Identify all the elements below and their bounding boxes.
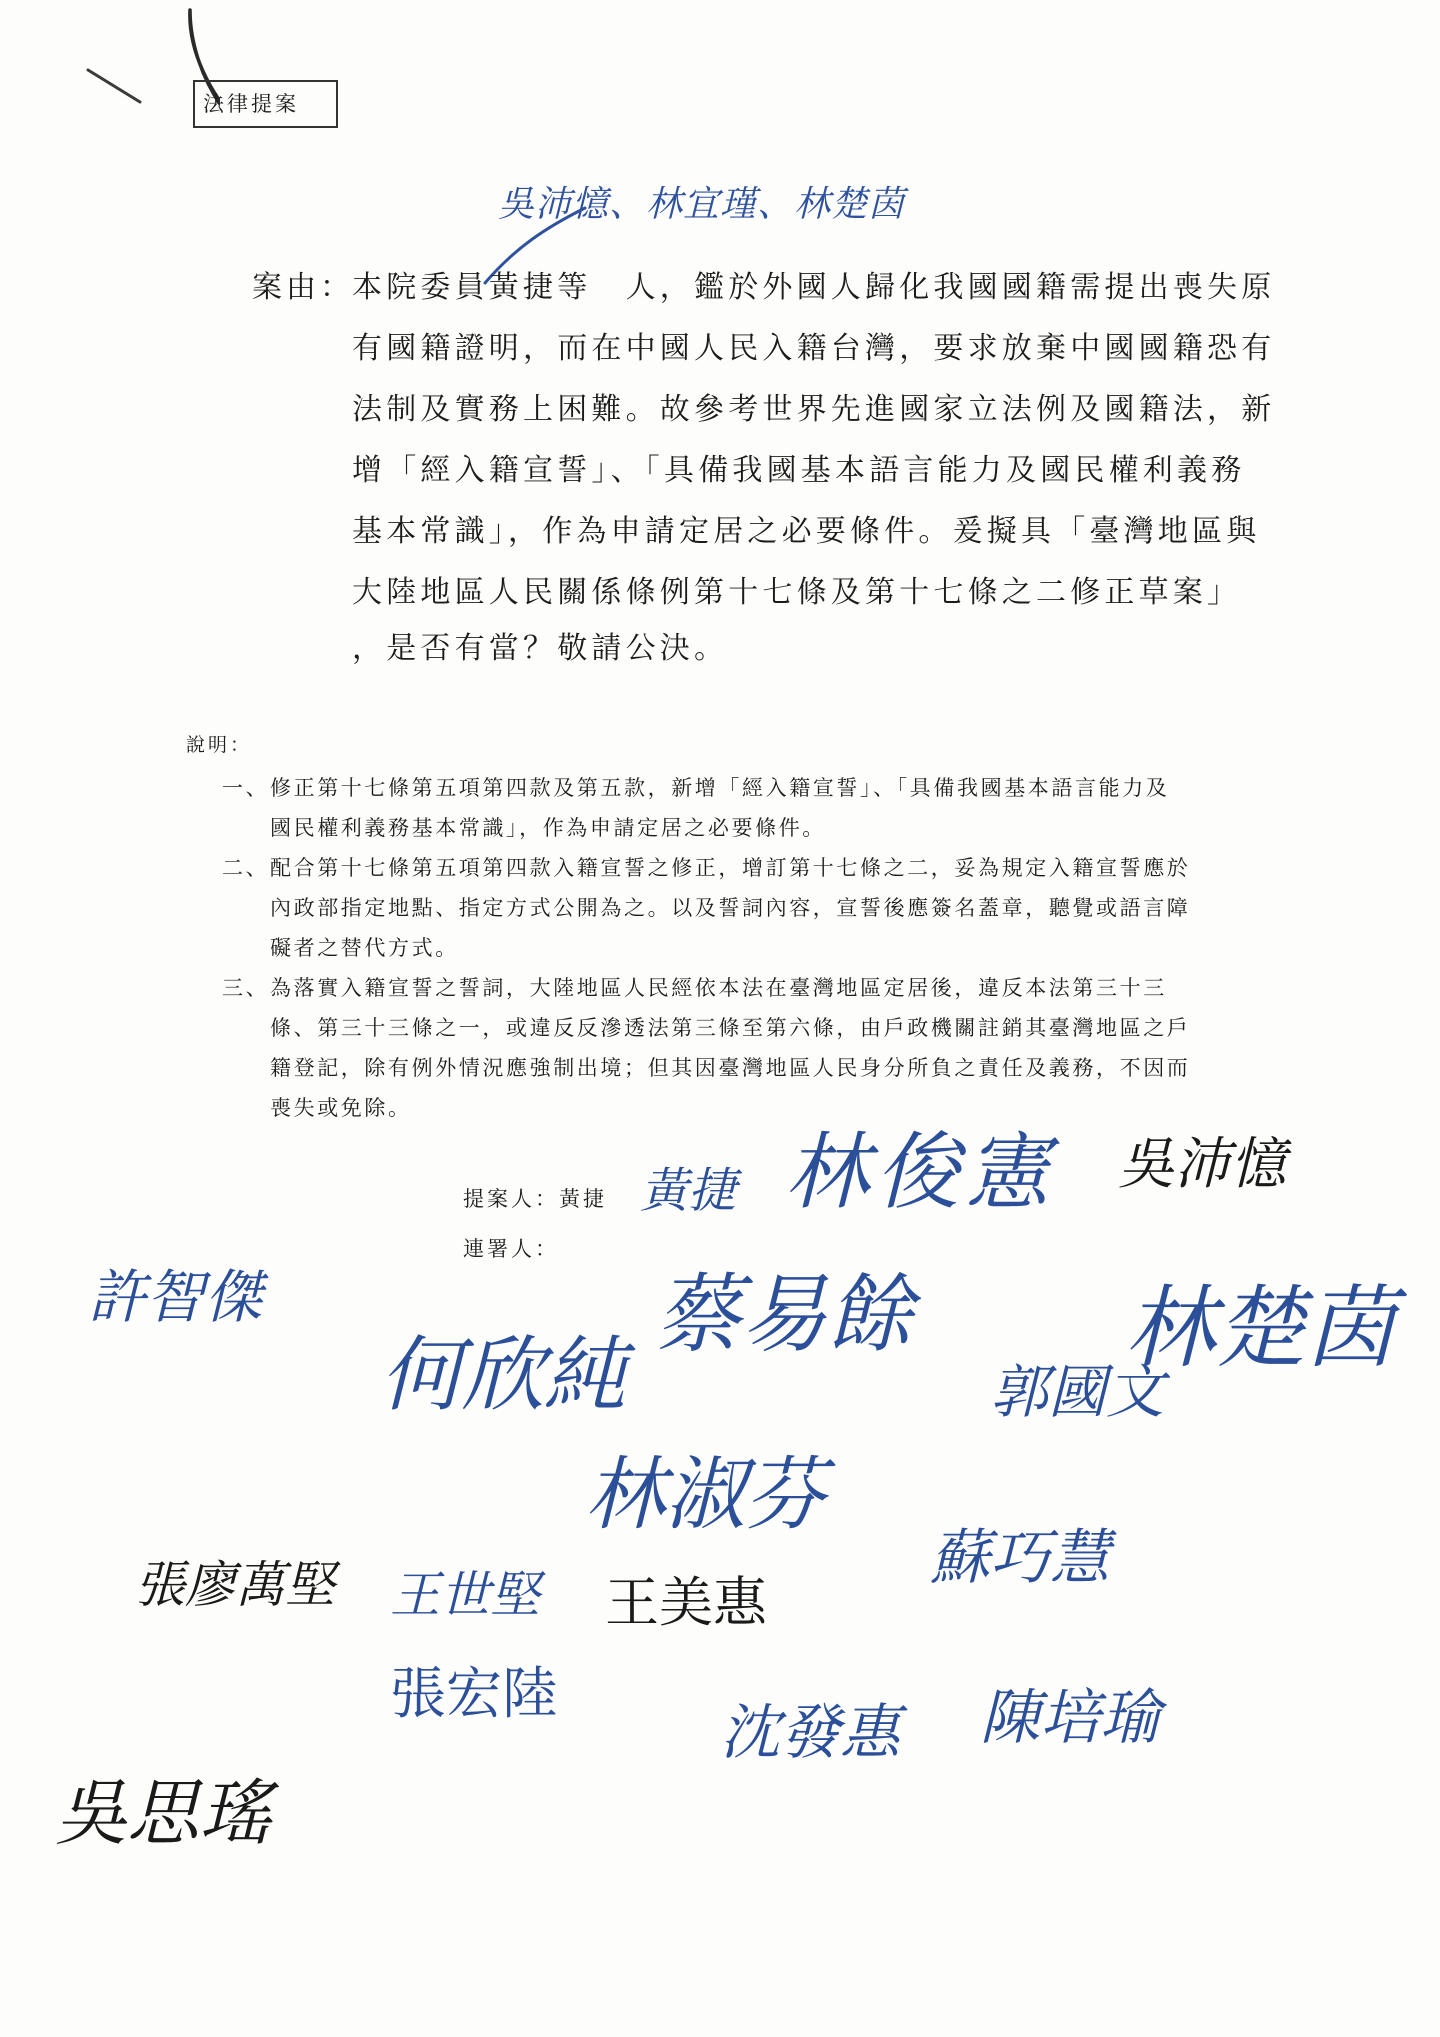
case-label: 案由： (252, 270, 354, 305)
document-type-tag (193, 80, 338, 128)
signature: 郭國文 (990, 1358, 1165, 1426)
explanation-title: 說明： (186, 734, 253, 756)
signature: 吳思瑤 (55, 1771, 272, 1855)
explanation-line: 條、第三十三條之一，或違反反滲透法第三條至第六條，由戶政機關註銷其臺灣地區之戶 (270, 1016, 1191, 1040)
document-type-label: 法律提案 (203, 92, 299, 116)
signature: 吳沛憶 (1118, 1132, 1286, 1197)
explanation-line: 內政部指定地點、指定方式公開為之。以及誓詞內容，宣誓後應簽名蓋章，聽覺或語言障 (270, 896, 1191, 920)
case-line: 本院委員黃捷等 人，鑑於外國人歸化我國國籍需提出喪失原 (352, 270, 1276, 305)
signature: 林淑芬 (585, 1448, 825, 1541)
signature: 何欣純 (380, 1328, 626, 1423)
case-line: 有國籍證明，而在中國人民入籍台灣，要求放棄中國國籍恐有 (352, 331, 1276, 366)
explanation-line: 籍登記，除有例外情況應強制出境；但其因臺灣地區人民身分所負之責任及義務，不因而 (270, 1056, 1191, 1080)
signature: 林俊憲 (785, 1123, 1056, 1221)
signature: 許智傑 (88, 1263, 263, 1331)
signature: 王世堅 (390, 1566, 540, 1624)
signature: 蘇巧慧 (930, 1523, 1110, 1593)
signature: 黃捷 (640, 1163, 737, 1219)
explanation-line: 礙者之替代方式。 (270, 936, 459, 960)
signature: 張廖萬堅 (135, 1556, 335, 1614)
signature: 沈發惠 (720, 1698, 900, 1768)
signature: 王美惠 (605, 1571, 767, 1634)
explanation-line: 國民權利義務基本常識」，作為申請定居之必要條件。 (270, 816, 826, 840)
signature: 張宏陸 (390, 1662, 558, 1727)
explanation-item-number: 二、 (222, 856, 270, 880)
case-line: ，是否有當？敬請公決。 (352, 631, 729, 666)
explanation-line: 喪失或免除。 (270, 1096, 412, 1120)
explanation-line: 為落實入籍宣誓之誓詞，大陸地區人民經依本法在臺灣地區定居後，違反本法第三十三 (270, 976, 1167, 1000)
explanation-item-number: 三、 (222, 976, 270, 1000)
explanation-line: 修正第十七條第五項第四款及第五款，新增「經入籍宣誓」、「具備我國基本語言能力及 (270, 776, 1170, 800)
handwritten-cosponsor-annotation: 吳沛憶、林宜瑾、林楚茵 (498, 184, 906, 225)
explanation-line: 配合第十七條第五項第四款入籍宣誓之修正，增訂第十七條之二，妥為規定入籍宣誓應於 (270, 856, 1191, 880)
signature: 蔡易餘 (655, 1265, 913, 1365)
signature: 陳培瑜 (980, 1683, 1160, 1753)
explanation-item-number: 一、 (222, 776, 270, 800)
cosigner-label: 連署人： (463, 1237, 559, 1261)
case-line: 大陸地區人民關係條例第十七條及第十七條之二修正草案」 (352, 575, 1242, 610)
case-line: 基本常識」，作為申請定居之必要條件。爰擬具「臺灣地區與 (352, 514, 1261, 549)
signature: 林楚茵 (1125, 1276, 1395, 1381)
case-line: 增「經入籍宣誓」、「具備我國基本語言能力及國民權利義務 (352, 453, 1246, 488)
case-line: 法制及實務上困難。故參考世界先進國家立法例及國籍法，新 (352, 392, 1276, 427)
proposer-label: 提案人：黃捷 (463, 1187, 607, 1211)
